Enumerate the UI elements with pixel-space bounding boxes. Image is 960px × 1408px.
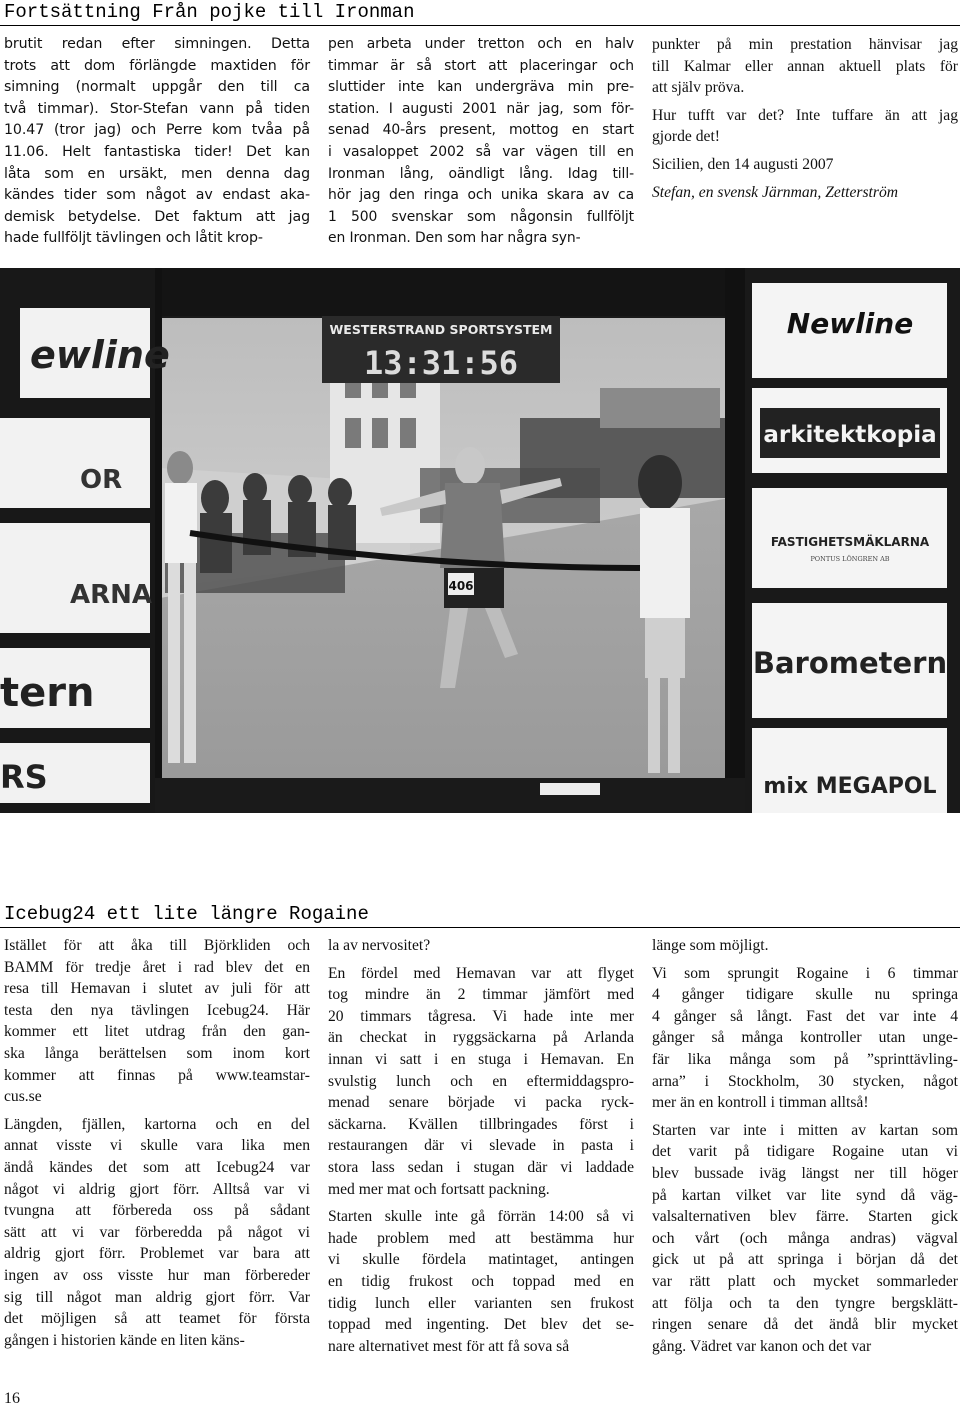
text-line: punkter på min prestation hänvisar jag — [652, 36, 958, 53]
right-sponsor-wall — [745, 268, 960, 813]
text-line: arna” i Stockholm, 30 stycken, något — [652, 1072, 958, 1090]
text-line: var rätt platt och mycket sommarleder — [652, 1272, 958, 1290]
text-line: till Kalmar eller annan aktuell plats för — [652, 57, 958, 75]
section-title: Icebug24 ett lite längre Rogaine — [4, 903, 369, 925]
text-line: timmar är så stort att placeringar och — [328, 57, 634, 74]
article1-column-1 — [4, 34, 310, 250]
text-line: ringen senare då det ändå blir mycket — [652, 1316, 958, 1334]
text-line: menad senare började vi packa ryck- — [328, 1094, 634, 1112]
text-line: på kartan vilket var lite synd då väg- — [652, 1186, 958, 1204]
text-line: senad 40-års present, mottog en start — [328, 122, 634, 139]
text-line: mer än en kontroll i timman alltså! — [652, 1094, 869, 1112]
left-banner-text-3: ARNA — [70, 580, 153, 610]
bib-number: 406 — [448, 579, 474, 593]
finish-line-photo — [0, 268, 960, 813]
text-line: tvungna att förbereda oss på sådant — [4, 1202, 310, 1220]
text-line: tog mindre än 2 timmar jämfört med — [328, 986, 634, 1004]
text-line: gick ut på att springa i början då det — [652, 1251, 958, 1269]
text-line: hade fullföljt tävlingen och låtit krop- — [4, 230, 263, 247]
text-line: station. I augusti 2001 när jag, som för- — [328, 100, 634, 117]
text-line: annat visste vi skulle vara lika men — [4, 1137, 310, 1155]
dateline: Sicilien, den 14 augusti 2007 — [652, 155, 834, 173]
text-line: en tidig frukost och toppad med en — [328, 1272, 634, 1290]
article2-column-3 — [652, 935, 958, 1363]
text-line: i vasaloppet 2002 så var vägen till en — [328, 143, 634, 160]
text-line: än checkat in ryggsäckarna på Arlanda — [328, 1029, 634, 1047]
text-line: att följa och ta den tyngre bergsklätt- — [652, 1294, 958, 1312]
left-banner-text-2: OR — [80, 465, 123, 495]
barometern-logo: Barometern — [752, 646, 948, 680]
section-rule — [0, 927, 960, 928]
left-sponsor-wall — [0, 268, 170, 813]
text-line: sätt att vi var förberedda på något vi — [4, 1223, 310, 1241]
text-line: testa den nya tävlingen Icebug24. Här — [4, 1001, 310, 1019]
text-line: låta som en ursäkt, men denna dag — [4, 165, 310, 182]
text-line: ändå kändes det som att Icebug24 var — [4, 1158, 310, 1176]
text-line: 4 gånger så långt. Fast det var inte 4 — [652, 1007, 958, 1025]
article1-col3-paragraph-2 — [652, 105, 958, 148]
text-line: säckarna. Kvällen tillbringades först i — [328, 1115, 634, 1133]
mix-megapol-logo: mix MEGAPOL — [763, 774, 937, 799]
fastighetsmaklarna-sub: PONTUS LÖNGREN AB — [810, 555, 890, 563]
text-line: fär lika många som på ”sprinttävling- — [652, 1050, 958, 1068]
text-line: pen arbeta under tretton och en halv — [328, 36, 634, 52]
text-line: länge som möjligt. — [652, 937, 769, 954]
text-line: simning (normalt uppgår den till ca — [4, 79, 310, 96]
header-rule — [0, 25, 960, 26]
text-line: tidig lunch eller varianten sen frukost — [328, 1294, 634, 1312]
text-line: trots att dom förlängde maxtiden för — [4, 57, 310, 74]
timer-display: 13:31:56 — [363, 344, 519, 382]
article2-col2-paragraph-2 — [328, 963, 634, 1201]
text-line: innan vi satt i en stuga i Hemavan. En — [328, 1050, 634, 1068]
text-line: kommer att finnas på www.teamstar- — [4, 1066, 310, 1084]
text-line: sig till något man aldrig gjort förr. Var — [4, 1288, 310, 1306]
timing-mat — [540, 783, 600, 795]
text-line: cus.se — [4, 1088, 42, 1106]
text-line: Starten skulle inte gå förrän 14:00 så vi — [328, 1208, 634, 1226]
text-line: hör jag den ringa och unika skara av ca — [328, 187, 634, 204]
left-banner-text-5: RS — [0, 758, 48, 796]
text-line: hade problem med att bestämma hur — [328, 1229, 634, 1247]
text-line: Ironman lång, oändligt lång. Idag till- — [328, 165, 634, 182]
text-line: la av nervositet? — [328, 937, 431, 954]
text-line: och vårt (och många andras) vägval — [652, 1229, 958, 1247]
text-line: svulstig lunch och en eftermiddagspro- — [328, 1072, 634, 1090]
text-line: stora lass sedan i stugan där vi laddade — [328, 1158, 634, 1176]
text-line: 4 gånger tidigare skulle nu springa — [652, 986, 958, 1004]
article1-column-3 — [652, 34, 958, 209]
text-line: en Ironman. Den som har några syn- — [328, 230, 581, 247]
page-header-title: Fortsättning Från pojke till Ironman — [4, 1, 415, 23]
text-line: valsalternativen blev färre. Starten gick — [652, 1208, 958, 1226]
text-line: med mer mat och fortsatt packning. — [328, 1180, 550, 1198]
left-banner-text-4: tern — [0, 670, 95, 716]
article1-column-2 — [328, 34, 634, 250]
article2-col3-paragraph-3 — [652, 1120, 958, 1358]
text-line: resa till Hemavan i slutet av juli för att — [4, 980, 310, 998]
article2-col1-paragraph-1 — [4, 935, 310, 1108]
text-line: brutit redan efter simningen. Detta — [4, 36, 310, 52]
text-line: något vi aldrig gjort förr. Alltså var vi — [4, 1180, 310, 1198]
article2-col2-paragraph-3 — [328, 1206, 634, 1357]
text-line: det möjligen så att teamet för första — [4, 1310, 310, 1328]
article2-column-2 — [328, 935, 634, 1363]
article2-col3-paragraph-2 — [652, 963, 958, 1114]
article2-column-1 — [4, 935, 310, 1357]
text-line: att själv pröva. — [652, 79, 745, 97]
text-line: blev bussade iväg längst ner till höger — [652, 1164, 958, 1182]
text-line: vi skulle fördela matintaget, antingen — [328, 1251, 634, 1269]
text-line: Istället för att åka till Björkliden och — [4, 937, 310, 954]
text-line: 20 timmars tågresa. Vi hade inte mer — [328, 1007, 634, 1025]
text-line: gång. Vädret var kanon och det var — [652, 1337, 872, 1355]
text-line: Vi som sprungit Rogaine i 6 timmar — [652, 964, 958, 982]
text-line: 10.47 (tror jag) och Perre kom tvåa på — [4, 122, 310, 139]
text-line: 1 500 svenskar som någonsin fullföljt — [328, 208, 634, 225]
arkitektkopia-logo: arkitektkopia — [763, 422, 937, 448]
text-line: kommer ett litet utdrag från den gan- — [4, 1023, 310, 1041]
text-line: ska långa berättelsen som inom kort — [4, 1044, 310, 1062]
text-line: demisk betydelse. Det faktum att jag — [4, 208, 310, 225]
text-line: En fördel med Hemavan var att flyget — [328, 964, 634, 982]
newline-logo: Newline — [786, 307, 914, 340]
text-line: sluttider inte kan undergräva min pre- — [328, 79, 634, 96]
page-number: 16 — [4, 1390, 20, 1407]
timer-board — [322, 313, 560, 383]
article2-col2-paragraph-1 — [328, 935, 634, 957]
article2-col3-paragraph-1 — [652, 935, 958, 957]
text-line: Längden, fjällen, kartorna och en del — [4, 1115, 310, 1133]
text-line: aldrig gjort förr. Problemet var bara att — [4, 1245, 310, 1263]
left-banner-text-1: ewline — [30, 333, 170, 377]
text-line: restaurangen där vi slevade in pasta i — [328, 1137, 634, 1155]
text-line: nare alternativet mest för att få sova så — [328, 1337, 570, 1355]
text-line: toppad med ingenting. Det blev det se- — [328, 1316, 634, 1334]
text-line: gånger så många kontroller utan unge- — [652, 1029, 958, 1047]
text-line: BAMM för tredje året i rad blev det en — [4, 958, 310, 976]
article1-col3-paragraph-1 — [652, 34, 958, 99]
text-line: gången i historien kände en liten käns- — [4, 1331, 245, 1349]
text-line: det varit på tidigare Rogaine utan vi — [652, 1143, 958, 1161]
text-line: gjorde det! — [652, 128, 720, 146]
text-line: ingen av oss visste hur man förbereder — [4, 1266, 310, 1284]
text-line: 11.06. Helt fantastiska tider! Det kan — [4, 143, 310, 160]
fastighetsmaklarna-logo: FASTIGHETSMÄKLARNA — [770, 535, 930, 549]
article2-col1-paragraph-2 — [4, 1114, 310, 1352]
text-line: Hur tufft var det? Inte tuffare än att jag — [652, 106, 958, 124]
signature: Stefan, en svensk Järnman, Zetterström — [652, 183, 898, 201]
text-line: Starten var inte i mitten av kartan som — [652, 1121, 958, 1139]
text-line: två timmar). Stor-Stefan vann på tiden — [4, 100, 310, 117]
text-line: kändes tider som något av endast aka- — [4, 187, 310, 204]
timer-brand: WESTERSTRAND SPORTSYSTEM — [329, 322, 553, 337]
